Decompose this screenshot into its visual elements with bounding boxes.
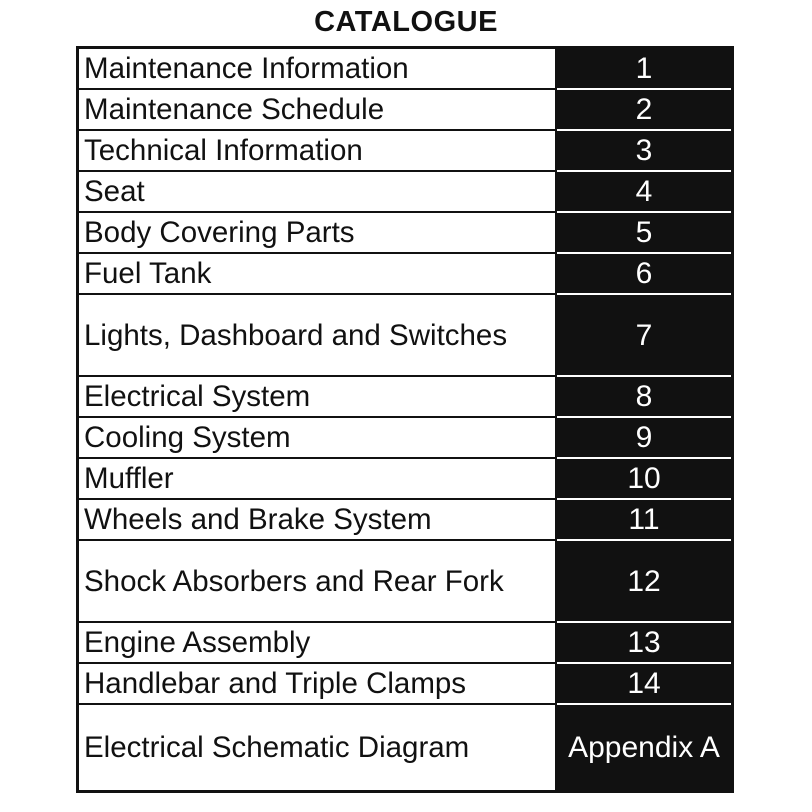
- entry-label-maintenance-information[interactable]: Maintenance Information: [79, 49, 557, 90]
- entry-label-electrical-system[interactable]: Electrical System: [79, 377, 557, 418]
- entry-section-13[interactable]: 13: [557, 623, 731, 664]
- entry-label-handlebar-triple-clamps[interactable]: Handlebar and Triple Clamps: [79, 664, 557, 705]
- entry-section-11[interactable]: 11: [557, 500, 731, 541]
- catalogue-table: [76, 46, 734, 793]
- page-title: CATALOGUE: [314, 6, 498, 38]
- entry-label-muffler[interactable]: Muffler: [79, 459, 557, 500]
- entry-label-fuel-tank[interactable]: Fuel Tank: [79, 254, 557, 295]
- entry-section-3[interactable]: 3: [557, 131, 731, 172]
- entry-section-7[interactable]: 7: [557, 295, 731, 377]
- entry-label-electrical-schematic-diagram[interactable]: Electrical Schematic Diagram: [79, 705, 557, 790]
- entry-section-4[interactable]: 4: [557, 172, 731, 213]
- entry-label-maintenance-schedule[interactable]: Maintenance Schedule: [79, 90, 557, 131]
- entry-section-14[interactable]: 14: [557, 664, 731, 705]
- entry-section-12[interactable]: 12: [557, 541, 731, 623]
- entry-section-9[interactable]: 9: [557, 418, 731, 459]
- entry-section-6[interactable]: 6: [557, 254, 731, 295]
- entry-label-seat[interactable]: Seat: [79, 172, 557, 213]
- entry-label-cooling-system[interactable]: Cooling System: [79, 418, 557, 459]
- entry-label-shock-absorbers-rear-fork[interactable]: Shock Absorbers and Rear Fork: [79, 541, 557, 623]
- entry-section-1[interactable]: 1: [557, 49, 731, 90]
- entry-section-10[interactable]: 10: [557, 459, 731, 500]
- entry-label-wheels-brake-system[interactable]: Wheels and Brake System: [79, 500, 557, 541]
- entry-label-engine-assembly[interactable]: Engine Assembly: [79, 623, 557, 664]
- entry-section-5[interactable]: 5: [557, 213, 731, 254]
- entry-section-2[interactable]: 2: [557, 90, 731, 131]
- entry-section-appendix-a[interactable]: Appendix A: [557, 705, 731, 790]
- entry-label-body-covering-parts[interactable]: Body Covering Parts: [79, 213, 557, 254]
- entry-label-lights-dashboard-switches[interactable]: Lights, Dashboard and Switches: [79, 295, 557, 377]
- entry-label-technical-information[interactable]: Technical Information: [79, 131, 557, 172]
- entry-section-8[interactable]: 8: [557, 377, 731, 418]
